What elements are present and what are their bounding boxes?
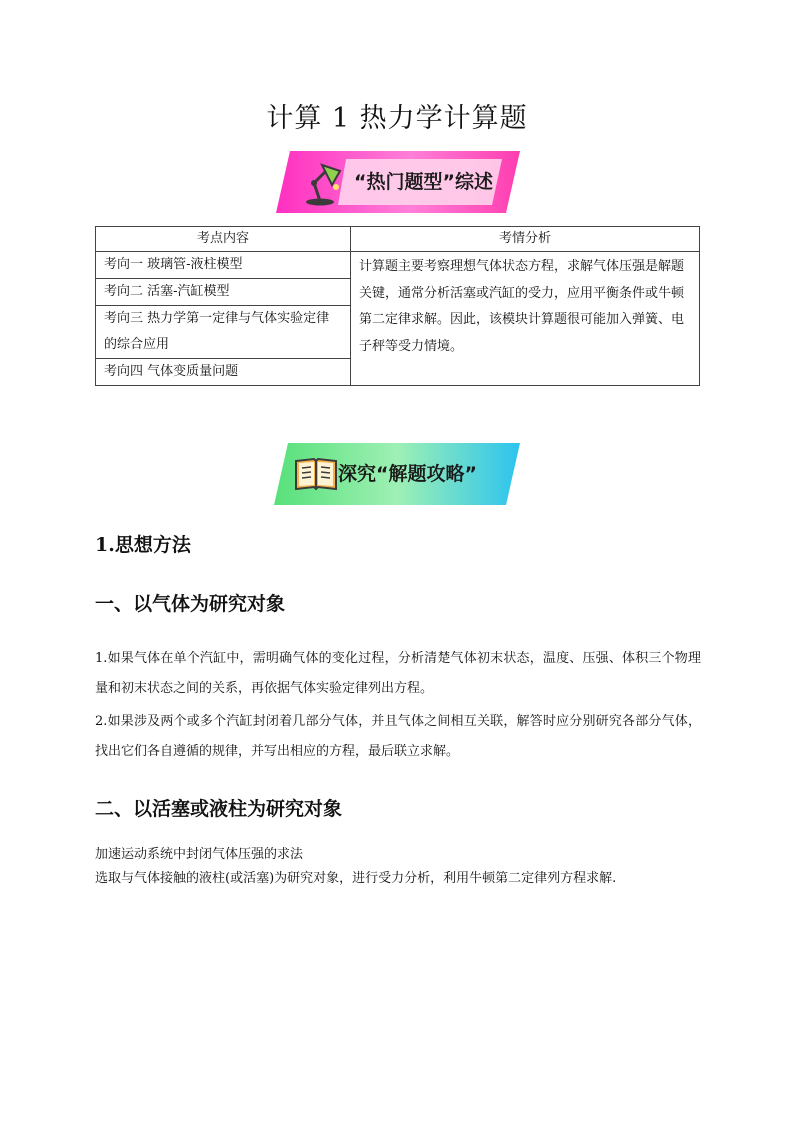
hot-topics-banner (276, 151, 520, 213)
topic-item: 考向四 气体变质量问题 (96, 359, 351, 386)
page-title: 计算 1 热力学计算题 (266, 103, 528, 134)
strategy-banner (274, 443, 520, 505)
analysis-cell: 计算题主要考察理想气体状态方程，求解气体压强是解题关键，通常分析活塞或汽缸的受力，应用平衡条件或牛顿第二定律求解。因此，该模块计算题很可能加入弹簧、电子秤等受力情境。 (351, 252, 700, 386)
table-header-content: 考点内容 (96, 227, 351, 252)
topic-item: 考向三 热力学第一定律与气体实验定律的综合应用 (96, 306, 351, 359)
topic-item: 考向二 活塞-汽缸模型 (96, 279, 351, 306)
open-book-icon (294, 455, 338, 493)
text-line: 选取与气体接触的液柱(或活塞)为研究对象，进行受力分析，利用牛顿第二定律列方程求解. (95, 871, 617, 886)
table-row (96, 252, 700, 279)
topic-table (95, 226, 700, 386)
section-heading-methods: 1.思想方法 (95, 534, 191, 556)
banner-label: “热门题型”综述 (354, 171, 493, 193)
banner-label: 深究“解题攻略” (338, 463, 477, 485)
paragraph: 2.如果涉及两个或多个汽缸封闭着几部分气体，并且气体之间相互关联，解答时应分别研究各部分气体，找出它们各自遵循的规律，并写出相应的方程，最后联立求解。 (95, 714, 701, 759)
text-line: 加速运动系统中封闭气体压强的求法 (95, 847, 304, 862)
desk-lamp-icon (300, 159, 348, 207)
topic-item: 考向一 玻璃管-液柱模型 (96, 252, 351, 279)
table-header-row (96, 227, 700, 252)
table-header-analysis: 考情分析 (351, 227, 700, 252)
paragraph: 1.如果气体在单个汽缸中，需明确气体的变化过程，分析清楚气体初末状态，温度、压强、体积三个物理量和初末状态之间的关系，再依据气体实验定律列出方程。 (95, 651, 701, 696)
section-heading-piston: 二、以活塞或液柱为研究对象 (95, 798, 343, 820)
section-heading-gas: 一、以气体为研究对象 (95, 593, 286, 615)
